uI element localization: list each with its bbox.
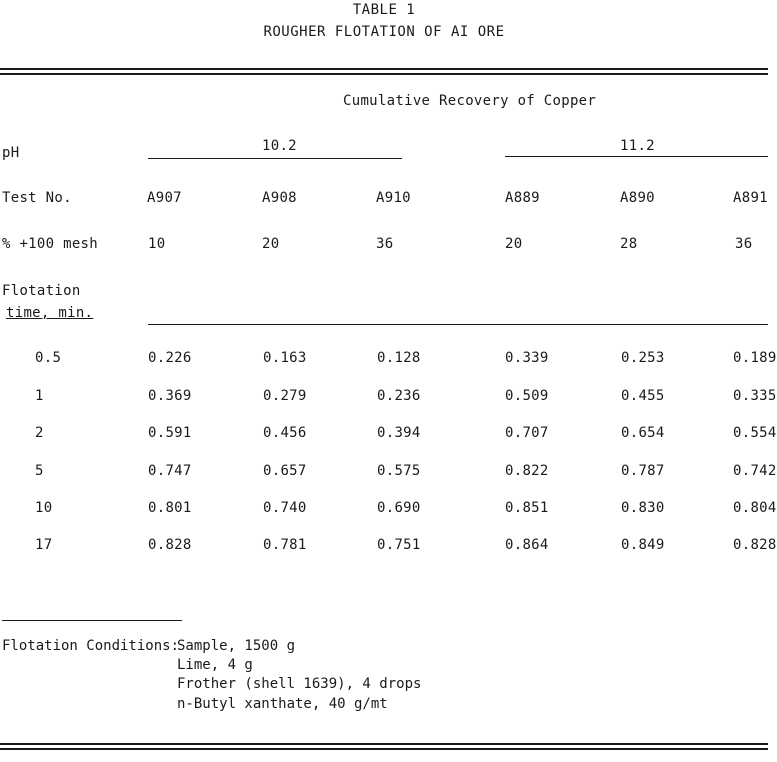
table-cell: 0.787 — [621, 463, 665, 479]
mesh-a891: 36 — [735, 236, 753, 252]
table-cell: 0.591 — [148, 425, 192, 441]
row-time: 5 — [35, 463, 44, 479]
ph-label: pH — [2, 145, 20, 161]
mesh-a908: 20 — [262, 236, 280, 252]
table-title: ROUGHER FLOTATION OF AI ORE — [263, 24, 505, 40]
table-cell: 0.822 — [505, 463, 549, 479]
test-no-a890: A890 — [620, 190, 655, 206]
table-cell: 0.781 — [263, 537, 307, 553]
table-cell: 0.849 — [621, 537, 665, 553]
table-cell: 0.747 — [148, 463, 192, 479]
test-no-a889: A889 — [505, 190, 540, 206]
table-cell: 0.851 — [505, 500, 549, 516]
test-no-a910: A910 — [376, 190, 411, 206]
condition-xanthate: n-Butyl xanthate, 40 g/mt — [177, 696, 388, 712]
table-cell: 0.456 — [263, 425, 307, 441]
table-cell: 0.394 — [377, 425, 421, 441]
row-time: 17 — [35, 537, 53, 553]
row-time: 2 — [35, 425, 44, 441]
table-cell: 0.253 — [621, 350, 665, 366]
test-no-a891: A891 — [733, 190, 768, 206]
table-cell: 0.236 — [377, 388, 421, 404]
table-cell: 0.509 — [505, 388, 549, 404]
row-time: 0.5 — [35, 350, 62, 366]
table-cell: 0.575 — [377, 463, 421, 479]
row-time: 1 — [35, 388, 44, 404]
table-cell: 0.369 — [148, 388, 192, 404]
table-cell: 0.279 — [263, 388, 307, 404]
table-cell: 0.554 — [733, 425, 777, 441]
table-cell: 0.751 — [377, 537, 421, 553]
table-cell: 0.828 — [148, 537, 192, 553]
test-no-a908: A908 — [262, 190, 297, 206]
table-cell: 0.804 — [733, 500, 777, 516]
test-no-label: Test No. — [2, 190, 72, 206]
conditions-rule — [2, 620, 182, 621]
table-cell: 0.339 — [505, 350, 549, 366]
table-cell: 0.455 — [621, 388, 665, 404]
time-label-line2: time, min. — [6, 305, 94, 321]
ph-group-1-rule — [148, 158, 402, 159]
ph-group-2-rule — [505, 156, 768, 157]
mesh-a910: 36 — [376, 236, 394, 252]
top-rule-2 — [0, 73, 768, 75]
spanning-header: Cumulative Recovery of Copper — [343, 93, 597, 109]
test-no-a907: A907 — [147, 190, 182, 206]
table-cell: 0.740 — [263, 500, 307, 516]
time-label-line1: Flotation — [2, 283, 81, 299]
table-cell: 0.864 — [505, 537, 549, 553]
mesh-label: % +100 mesh — [2, 236, 99, 252]
table-number: TABLE 1 — [352, 2, 416, 18]
condition-frother: Frother (shell 1639), 4 drops — [177, 676, 422, 692]
table-cell: 0.828 — [733, 537, 777, 553]
table-cell: 0.830 — [621, 500, 665, 516]
table-cell: 0.654 — [621, 425, 665, 441]
mesh-a890: 28 — [620, 236, 638, 252]
table-cell: 0.657 — [263, 463, 307, 479]
condition-lime: Lime, 4 g — [177, 657, 253, 673]
table-cell: 0.163 — [263, 350, 307, 366]
table-cell: 0.707 — [505, 425, 549, 441]
conditions-label: Flotation Conditions: — [2, 638, 180, 654]
bottom-rule — [0, 743, 768, 745]
top-rule — [0, 68, 768, 70]
ph-group-2: 11.2 — [620, 138, 655, 154]
table-cell: 0.335 — [733, 388, 777, 404]
ph-group-1: 10.2 — [262, 138, 297, 154]
table-cell: 0.801 — [148, 500, 192, 516]
mesh-a907: 10 — [148, 236, 166, 252]
table-cell: 0.226 — [148, 350, 192, 366]
table-cell: 0.742 — [733, 463, 777, 479]
row-time: 10 — [35, 500, 53, 516]
table-cell: 0.189 — [733, 350, 777, 366]
table-cell: 0.690 — [377, 500, 421, 516]
condition-sample: Sample, 1500 g — [177, 638, 296, 654]
mesh-a889: 20 — [505, 236, 523, 252]
data-header-rule — [148, 324, 768, 325]
bottom-rule-2 — [0, 748, 768, 750]
table-cell: 0.128 — [377, 350, 421, 366]
